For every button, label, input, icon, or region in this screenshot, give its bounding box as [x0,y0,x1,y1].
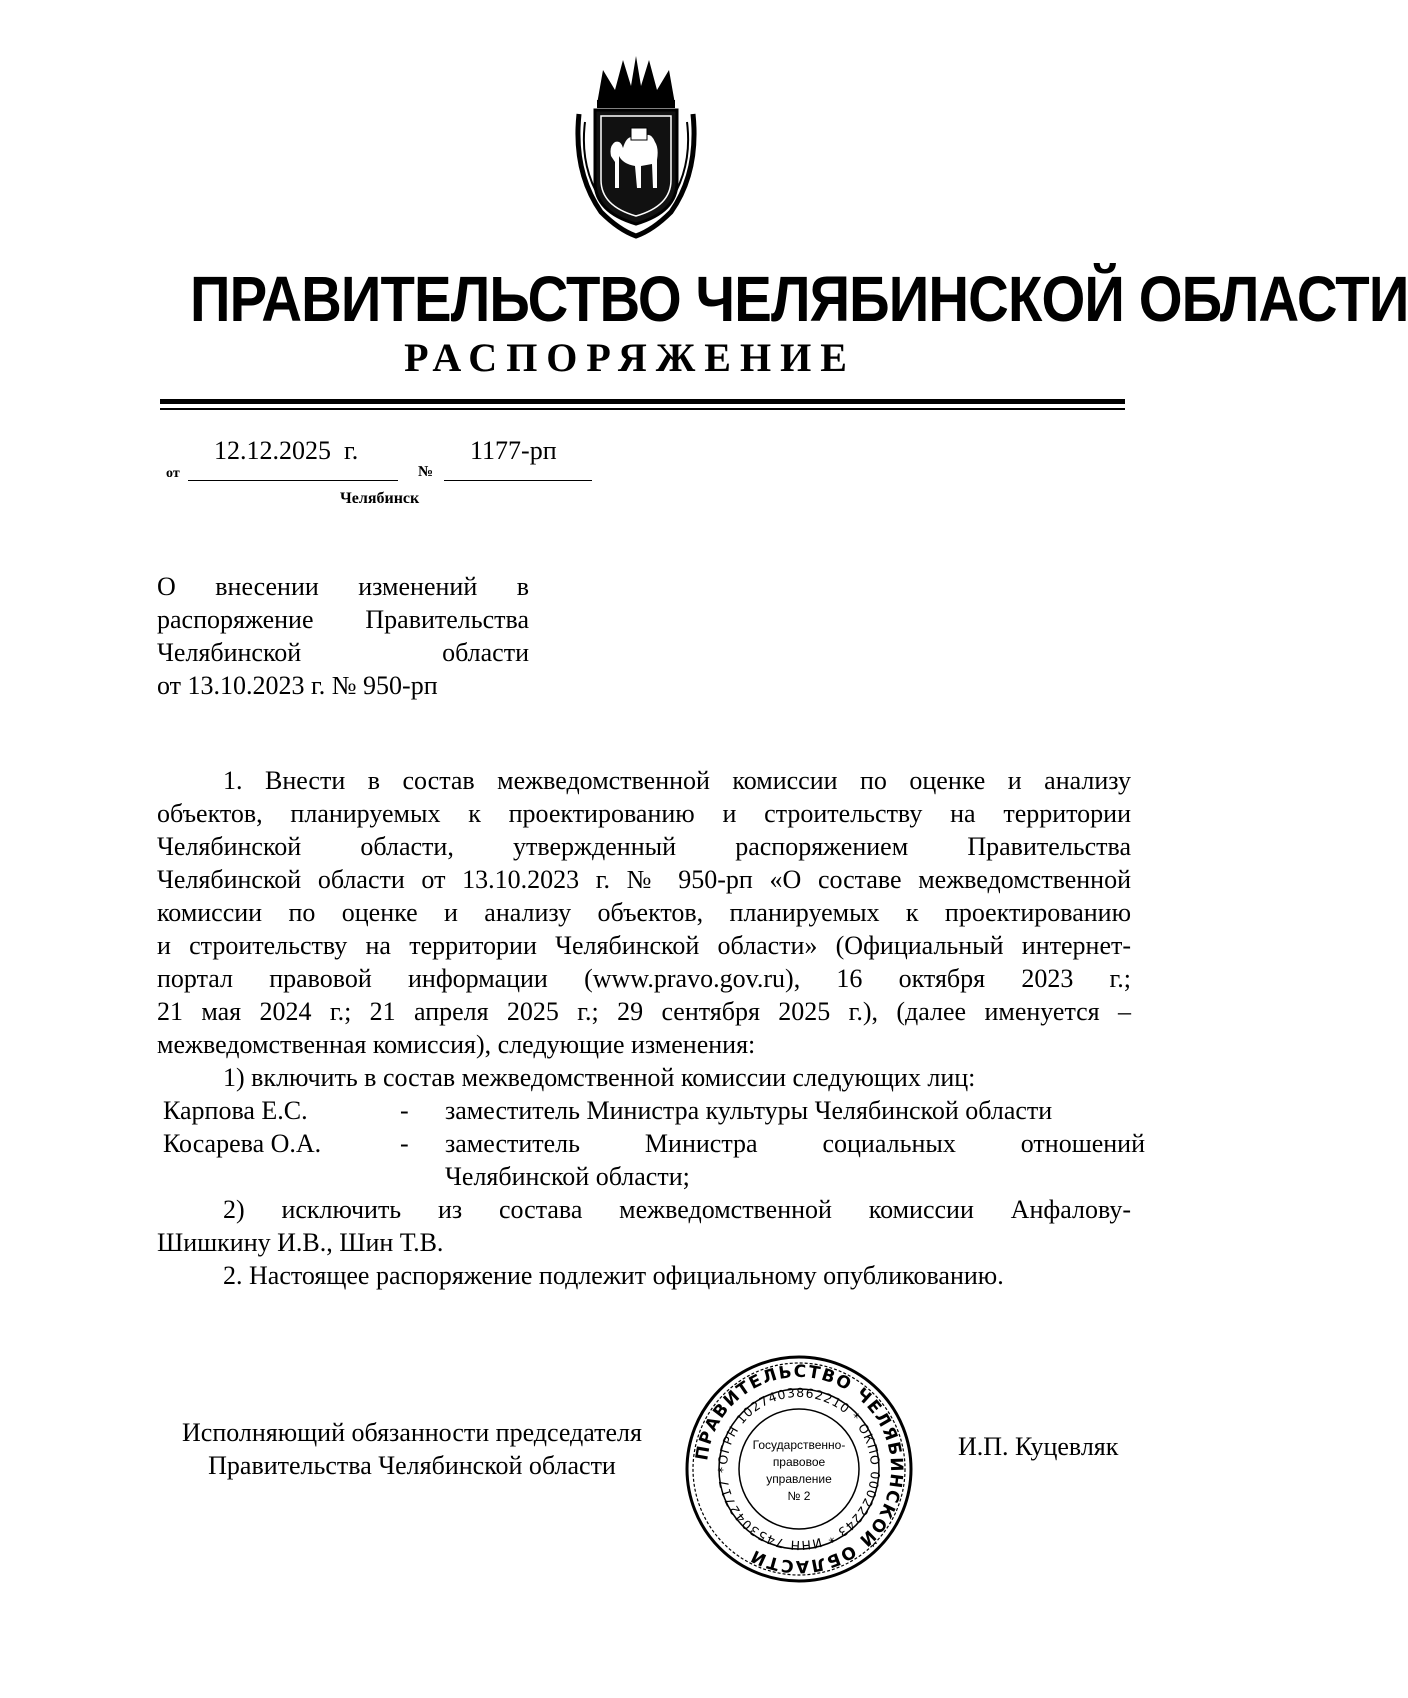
date-underline [188,480,398,481]
number-underline [444,480,592,481]
header-rule-thick [160,399,1125,404]
subitem-1: 1) включить в состав межведомственной комиссии следующих лиц: [223,1063,976,1092]
document-date: 12.12.2025 г. [214,436,359,465]
signatory-position [160,1416,664,1482]
paragraph-1-line: портал правовой информации (www.pravo.gov.ru), 16 октября 2023 г.; [157,964,1131,993]
coat-of-arms-emblem [571,52,701,242]
from-label: от [166,466,180,481]
member-row [157,1094,1131,1127]
number-label: № [418,464,434,480]
paragraph-1-line: межведомственная комиссия), следующие изменения: [157,1030,756,1059]
paragraph-1-line: объектов, планируемых к проектированию и строительству на территории [157,799,1131,828]
paragraph-2: 2. Настоящее распоряжение подлежит официальному опубликованию. [223,1261,1004,1290]
document-body [157,764,1145,1292]
header-rule-thin [160,408,1125,410]
seal-outer-text: ПРАВИТЕЛЬСТВО ЧЕЛЯБИНСКОЙ ОБЛАСТИ [692,1361,907,1577]
document-number: 1177-рп [470,436,557,465]
member-dash: - [400,1129,409,1158]
member-row-continuation [157,1160,1131,1193]
paragraph-1-line: 21 мая 2024 г.; 21 апреля 2025 г.; 29 сентября 2025 г.), (далее именуется – [157,997,1131,1026]
member-dash: - [400,1096,409,1125]
signatory-name: И.П. Куцевляк [958,1432,1119,1461]
member-role: заместитель Министра культуры Челябинской области [445,1096,1053,1125]
document-type: РАСПОРЯЖЕНИЕ [404,335,856,380]
subject-line: О внесении изменений в [157,572,529,601]
signatory-position-line: Исполняющий обязанности председателя [182,1418,642,1447]
seal-center-line: Государственно- [752,1438,846,1452]
document-requisites [0,436,1200,496]
paragraph-1-line: 1. Внести в состав межведомственной комиссии по оценке и анализу [223,766,1131,795]
seal-center-line: управление [766,1472,832,1486]
city-name: Челябинск [340,490,420,507]
member-row [157,1127,1145,1160]
subject-line: Челябинской области [157,638,529,667]
government-title: ПРАВИТЕЛЬСТВО ЧЕЛЯБИНСКОЙ ОБЛАСТИ [190,263,1408,335]
member-name: Косарева О.А. [163,1129,322,1158]
paragraph-1-line: Челябинской области от 13.10.2023 г. № 950-рп «О составе межведомственной [157,865,1131,894]
subitem-2-line: 2) исключить из состава межведомственной комиссии Анфалову- [223,1195,1131,1224]
subject-line: от 13.10.2023 г. № 950-рп [157,671,438,700]
member-role: заместитель Министра социальных отношений [445,1129,1145,1158]
seal-center-line: № 2 [787,1489,811,1503]
official-seal [683,1353,915,1585]
signatory-position-line: Правительства Челябинской области [208,1451,616,1480]
seal-ring-text: ОГРН 1027403862210 * ОКПО 00022243 * ИНН 7453042717 * [714,1384,884,1554]
member-role-continuation: Челябинской области; [445,1162,690,1191]
paragraph-1-line: комиссии по оценке и анализу объектов, планируемых к проектированию [157,898,1131,927]
subitem-2-line: Шишкину И.В., Шин Т.В. [157,1228,444,1257]
paragraph-1-line: Челябинской области, утвержденный распоряжением Правительства [157,832,1131,861]
paragraph-1-line: и строительству на территории Челябинской области» (Официальный интернет- [157,931,1131,960]
subject-line: распоряжение Правительства [157,605,529,634]
member-name: Карпова Е.С. [163,1096,308,1125]
document-subject [157,570,529,702]
seal-center-line: правовое [772,1455,826,1469]
